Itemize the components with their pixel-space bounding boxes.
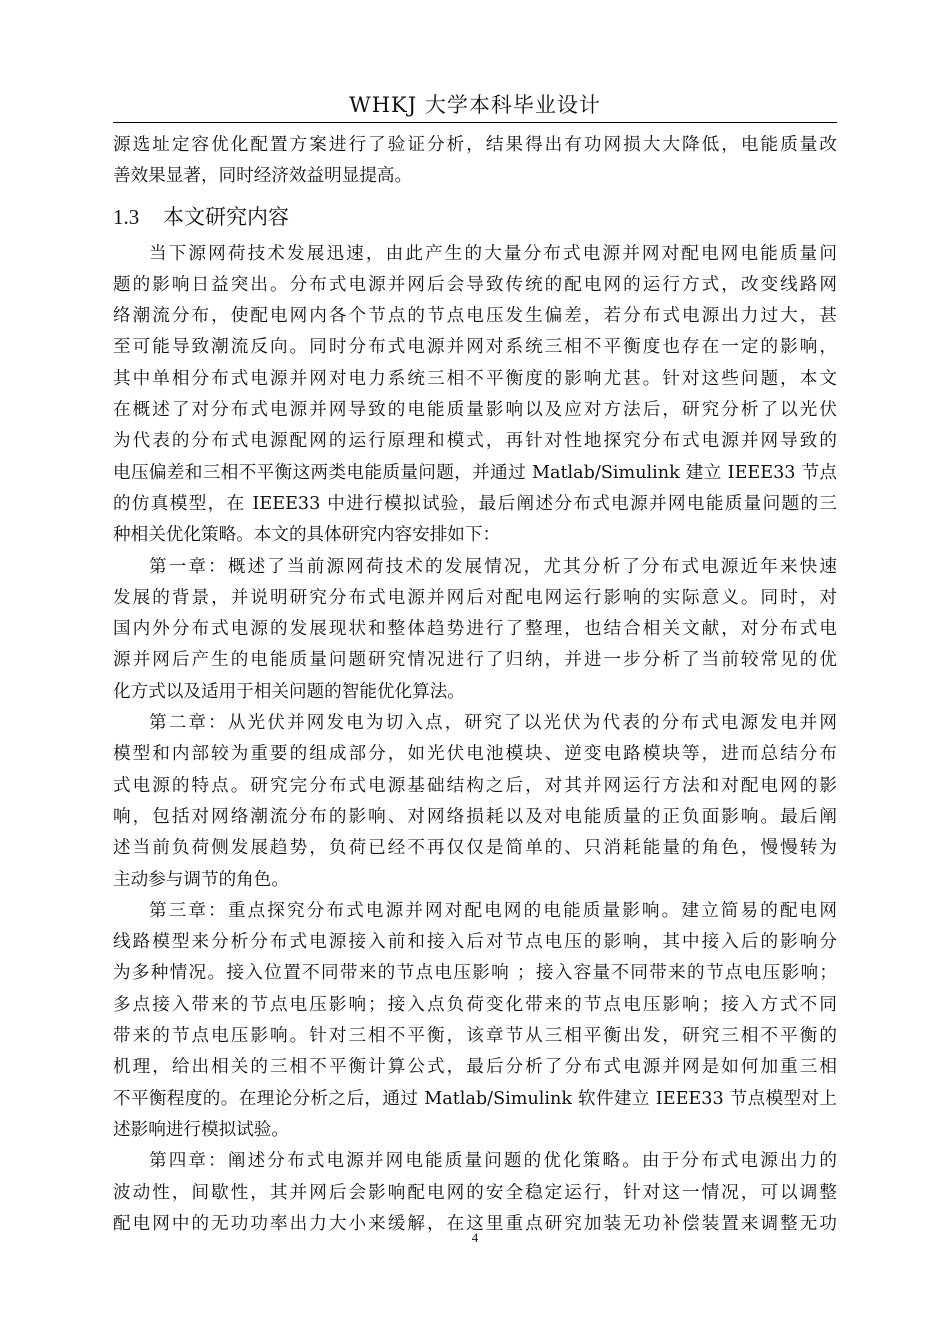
page-body (113, 130, 837, 1240)
text-line: 络潮流分布，使配电网内各个节点的节点电压发生偏差，若分布式电源出力过大，甚 (113, 306, 837, 327)
text-line: 不平衡程度的。在理论分析之后，通过 Matlab/Simulink 软件建立 IEEE33 节点模型对上 (113, 1088, 837, 1109)
continuation-paragraph (113, 130, 837, 193)
text-line: 第四章：阐述分布式电源并网电能质量问题的优化策略。由于分布式电源出力的 (149, 1151, 837, 1172)
text-line: 式电源的特点。研究完分布式电源基础结构之后，对其并网运行方法和对配电网的影 (113, 775, 837, 796)
text-line: 其中单相分布式电源并网对电力系统三相不平衡度的影响尤甚。针对这些问题，本文 (113, 368, 837, 389)
text-line: 模型和内部较为重要的组成部分，如光伏电池模块、逆变电路模块等，进而总结分布 (113, 744, 837, 765)
section-number: 1.3 (113, 204, 140, 229)
paragraph (113, 552, 837, 708)
text-line: 在概述了对分布式电源并网导致的电能质量影响以及应对方法后，研究分析了以光伏 (113, 400, 837, 421)
header-rule (113, 122, 837, 123)
paragraph (113, 1146, 837, 1240)
text-line: 的仿真模型，在 IEEE33 中进行模拟试验，最后阐述分布式电源并网电能质量问题的三 (113, 493, 837, 514)
text-line: 响，包括对网络潮流分布的影响、对网络损耗以及对电能质量的正负面影响。最后阐 (113, 806, 837, 827)
text-line: 种相关优化策略。本文的具体研究内容安排如下： (113, 525, 501, 546)
text-line: 善效果显著，同时经济效益明显提高。 (113, 166, 413, 187)
text-line: 源选址定容优化配置方案进行了验证分析，结果得出有功网损大大降低，电能质量改 (113, 135, 837, 155)
text-line: 述影响进行模拟试验。 (113, 1119, 289, 1140)
page-header: WHKJ 大学本科毕业设计 (349, 93, 601, 117)
text-line: 配电网中的无功功率出力大小来缓解，在这里重点研究加装无功补偿装置来调整无功 (113, 1213, 837, 1234)
text-line: 源并网后产生的电能质量问题研究情况进行了归纳，并进一步分析了当前较常见的优 (113, 650, 837, 671)
text-line: 第三章：重点探究分布式电源并网对配电网的电能质量影响。建立简易的配电网 (149, 900, 837, 921)
paragraphs (113, 239, 837, 1241)
text-line: 第二章：从光伏并网发电为切入点，研究了以光伏为代表的分布式电源发电并网 (149, 713, 837, 734)
text-line: 机理，给出相关的三相不平衡计算公式，最后分析了分布式电源并网是如何加重三相 (113, 1057, 837, 1078)
text-line: 当下源网荷技术发展迅速，由此产生的大量分布式电源并网对配电网电能质量问 (149, 243, 837, 264)
text-line: 至可能导致潮流反向。同时分布式电源并网对系统三相不平衡度也存在一定的影响， (113, 337, 837, 358)
text-line: 带来的节点电压影响。针对三相不平衡，该章节从三相平衡出发，研究三相不平衡的 (113, 1026, 837, 1047)
paragraph (113, 239, 837, 552)
text-line: 述当前负荷侧发展趋势，负荷已经不再仅仅是简单的、只消耗能量的角色，慢慢转为 (113, 838, 837, 859)
text-line: 化方式以及适用于相关问题的智能优化算法。 (113, 681, 465, 702)
text-line: 线路模型来分析分布式电源接入前和接入后对节点电压的影响，其中接入后的影响分 (113, 932, 837, 953)
section-heading (113, 195, 837, 239)
text-line: 国内外分布式电源的发展现状和整体趋势进行了整理，也结合相关文献，对分布式电 (113, 619, 837, 640)
text-line: 多点接入带来的节点电压影响；接入点负荷变化带来的节点电压影响；接入方式不同 (113, 994, 837, 1015)
text-line: 为多种情况。接入位置不同带来的节点电压影响 ；接入容量不同带来的节点电压影响； (113, 963, 837, 984)
text-line: 题的影响日益突出。分布式电源并网后会导致传统的配电网的运行方式，改变线路网 (113, 274, 837, 295)
page-number: 4 (471, 1230, 479, 1245)
paragraph (113, 896, 837, 1146)
text-line: 电压偏差和三相不平衡这两类电能质量问题，并通过 Matlab/Simulink 建立 IEEE33 节点 (113, 462, 837, 483)
text-line: 第一章：概述了当前源网荷技术的发展情况，尤其分析了分布式电源近年来快速 (149, 556, 837, 577)
paragraph (113, 708, 837, 896)
text-line: 为代表的分布式电源配网的运行原理和模式，再针对性地探究分布式电源并网导致的 (113, 431, 837, 452)
section-title: 本文研究内容 (163, 204, 289, 229)
text-line: 波动性，间歇性，其并网后会影响配电网的安全稳定运行，针对这一情况，可以调整 (113, 1182, 837, 1203)
text-line: 主动参与调节的角色。 (113, 869, 289, 890)
text-line: 发展的背景，并说明研究分布式电源并网后对配电网运行影响的实际意义。同时，对 (113, 587, 837, 608)
